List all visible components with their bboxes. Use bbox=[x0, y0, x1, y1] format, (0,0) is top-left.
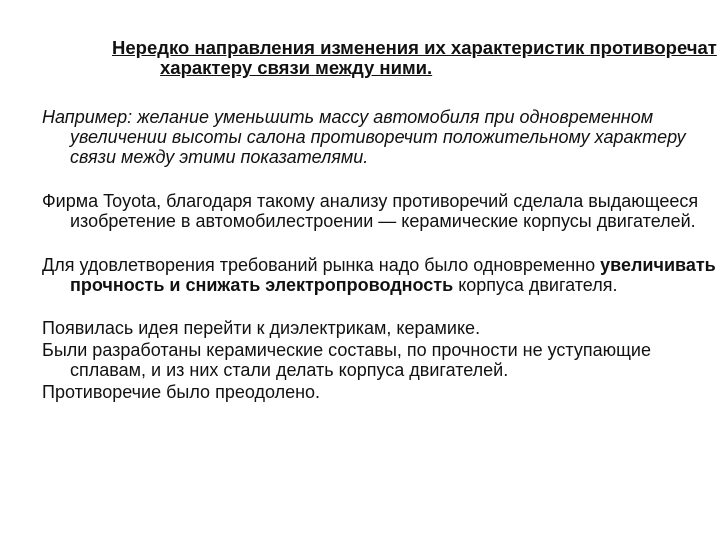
idea-paragraph: Появилась идея перейти к диэлектрикам, керамике. bbox=[42, 318, 481, 338]
conclusion-paragraph: Противоречие было преодолено. bbox=[42, 382, 321, 402]
toyota-paragraph: Фирма Toyota, благодаря такому анализу противоречий сделала выдающееся изобретение в автомобилестроении — керамические корпусы двигателей. bbox=[42, 191, 699, 231]
market-suffix: корпуса двигателя. bbox=[453, 275, 618, 295]
example-paragraph: Например: желание уменьшить массу автомобиля при одновременном увеличении высоты салона противоречит положительному характеру связи между этими показателями. bbox=[42, 107, 686, 167]
market-paragraph bbox=[42, 255, 720, 295]
market-prefix: Для удовлетворения требований рынка надо было одновременно bbox=[42, 255, 601, 275]
slide-heading: Нередко направления изменения их характеристик противоречат характеру связи между ними. bbox=[112, 37, 717, 78]
market-emphasis: увеличивать прочность и снижать электропроводность bbox=[70, 255, 716, 295]
ceramics-paragraph: Были разработаны керамические составы, по прочности не уступающие сплавам, и из них стали делать корпуса двигателей. bbox=[42, 340, 651, 380]
